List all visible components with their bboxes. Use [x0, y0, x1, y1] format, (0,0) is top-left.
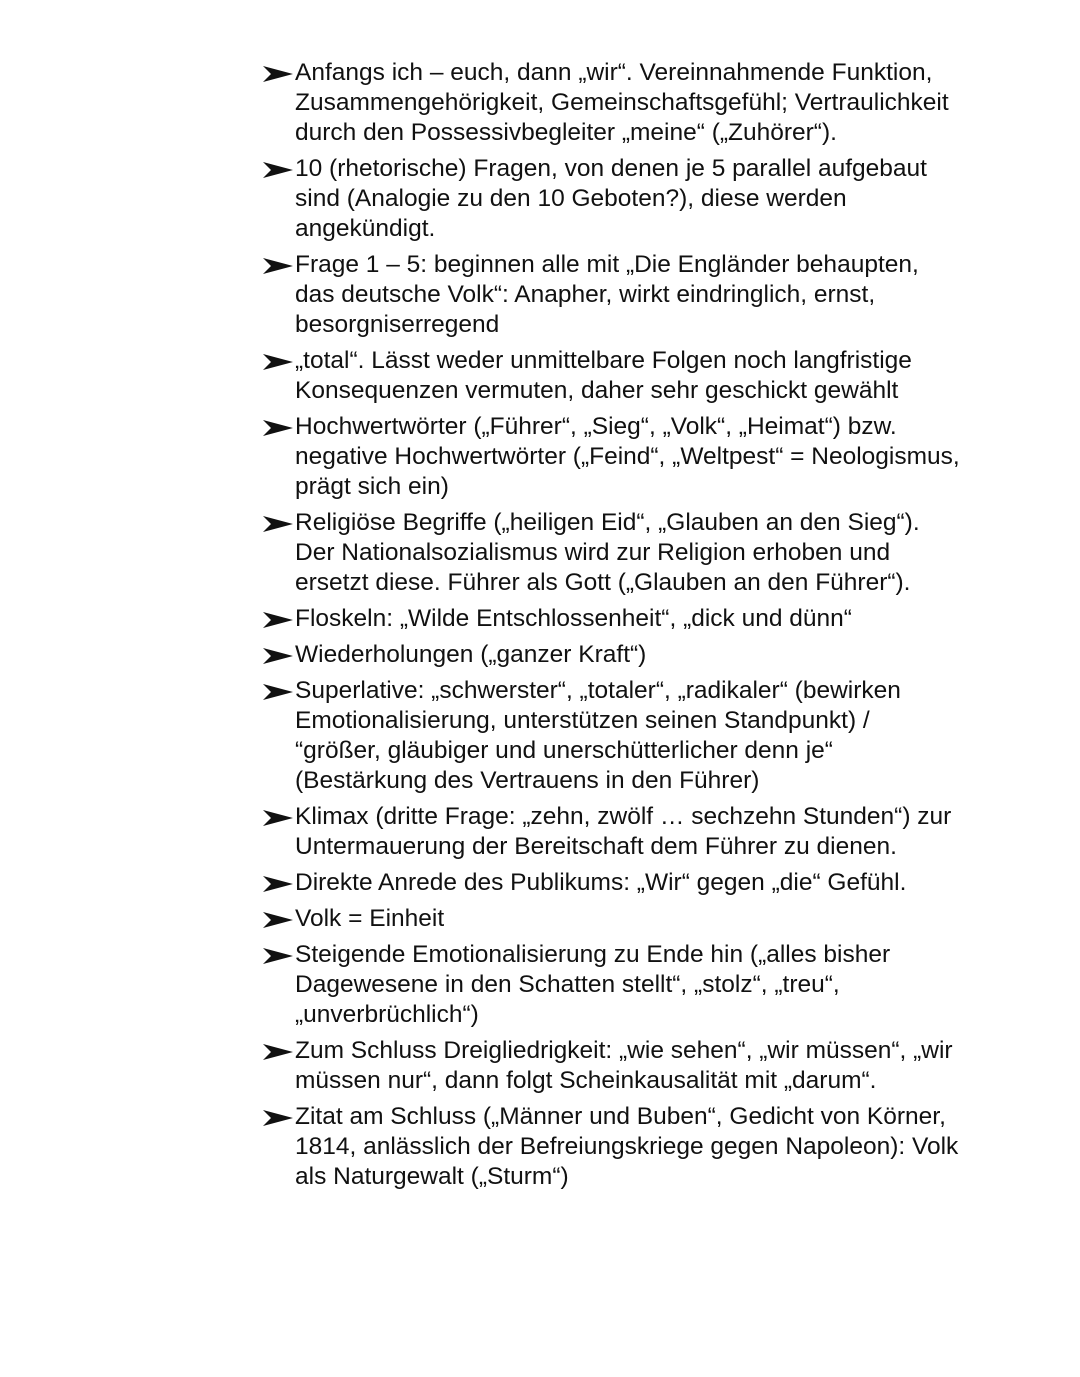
arrowhead-bullet-icon — [262, 65, 294, 83]
bullet-text: Zum Schluss Dreigliedrigkeit: „wie sehen“, „wir müssen“, „wir müssen nur“, dann folgt Scheinkausalität mit „darum“. — [295, 1037, 953, 1094]
bullet-text: Wiederholungen („ganzer Kraft“) — [295, 641, 647, 668]
arrowhead-bullet-icon — [262, 911, 294, 929]
arrowhead-bullet-icon — [262, 611, 294, 629]
arrowhead-bullet-icon — [262, 515, 294, 533]
bullet-text: Hochwertwörter („Führer“, „Sieg“, „Volk“, „Heimat“) bzw. negative Hochwertwörter („Feind“, „Weltpest“ = Neologismus, prägt sich ein) — [295, 413, 960, 500]
bullet-text: Religiöse Begriffe („heiligen Eid“, „Glauben an den Sieg“). Der Nationalsozialismus wird zur Religion erhoben und ersetzt diese. Führer als Gott („Glauben an den Führer“). — [295, 509, 920, 596]
arrowhead-bullet-icon — [262, 353, 294, 371]
bullet-item — [262, 412, 962, 502]
bullet-item — [262, 58, 962, 148]
bullet-text: Klimax (dritte Frage: „zehn, zwölf … sechzehn Stunden“) zur Untermauerung der Bereitschaft dem Führer zu dienen. — [295, 803, 952, 860]
bullet-item — [262, 868, 962, 898]
bullet-text: Zitat am Schluss („Männer und Buben“, Gedicht von Körner, 1814, anlässlich der Befreiungskriege gegen Napoleon): Volk als Naturgewalt („Sturm“) — [295, 1103, 959, 1190]
bullet-item — [262, 802, 962, 862]
bullet-text: Volk = Einheit — [295, 905, 445, 932]
bullet-item — [262, 250, 962, 340]
bullet-item — [262, 346, 962, 406]
bullet-item — [262, 640, 962, 670]
arrowhead-bullet-icon — [262, 683, 294, 701]
bullet-text: Direkte Anrede des Publikums: „Wir“ gegen „die“ Gefühl. — [295, 869, 907, 896]
bullet-list — [262, 58, 962, 1198]
bullet-text: „total“. Lässt weder unmittelbare Folgen noch langfristige Konsequenzen vermuten, daher sehr geschickt gewählt — [295, 347, 912, 404]
bullet-item — [262, 904, 962, 934]
bullet-item — [262, 676, 962, 796]
bullet-text: Anfangs ich – euch, dann „wir“. Vereinnahmende Funktion, Zusammengehörigkeit, Gemeinschaftsgefühl; Vertraulichkeit durch den Possessivbegleiter „meine“ („Zuhörer“). — [295, 59, 949, 146]
bullet-item — [262, 604, 962, 634]
arrowhead-bullet-icon — [262, 875, 294, 893]
bullet-text: 10 (rhetorische) Fragen, von denen je 5 parallel aufgebaut sind (Analogie zu den 10 Geboten?), diese werden angekündigt. — [295, 155, 927, 242]
arrowhead-bullet-icon — [262, 647, 294, 665]
arrowhead-bullet-icon — [262, 947, 294, 965]
arrowhead-bullet-icon — [262, 161, 294, 179]
bullet-item — [262, 508, 962, 598]
bullet-item — [262, 1102, 962, 1192]
bullet-item — [262, 940, 962, 1030]
arrowhead-bullet-icon — [262, 257, 294, 275]
bullet-text: Floskeln: „Wilde Entschlossenheit“, „dick und dünn“ — [295, 605, 852, 632]
bullet-text: Steigende Emotionalisierung zu Ende hin („alles bisher Dagewesene in den Schatten stellt“, „stolz“, „treu“, „unverbrüchlich“) — [295, 941, 891, 1028]
arrowhead-bullet-icon — [262, 1043, 294, 1061]
bullet-item — [262, 1036, 962, 1096]
arrowhead-bullet-icon — [262, 1109, 294, 1127]
bullet-text: Frage 1 – 5: beginnen alle mit „Die Engländer behaupten, das deutsche Volk“: Anapher, wirkt eindringlich, ernst, besorgniserregend — [295, 251, 919, 338]
arrowhead-bullet-icon — [262, 419, 294, 437]
arrowhead-bullet-icon — [262, 809, 294, 827]
bullet-text: Superlative: „schwerster“, „totaler“, „radikaler“ (bewirken Emotionalisierung, unterstützen seinen Standpunkt) / “größer, gläubiger und unerschütterlicher denn je“ (Bestärkung des Vertrauens in den Führer) — [295, 677, 901, 794]
bullet-item — [262, 154, 962, 244]
